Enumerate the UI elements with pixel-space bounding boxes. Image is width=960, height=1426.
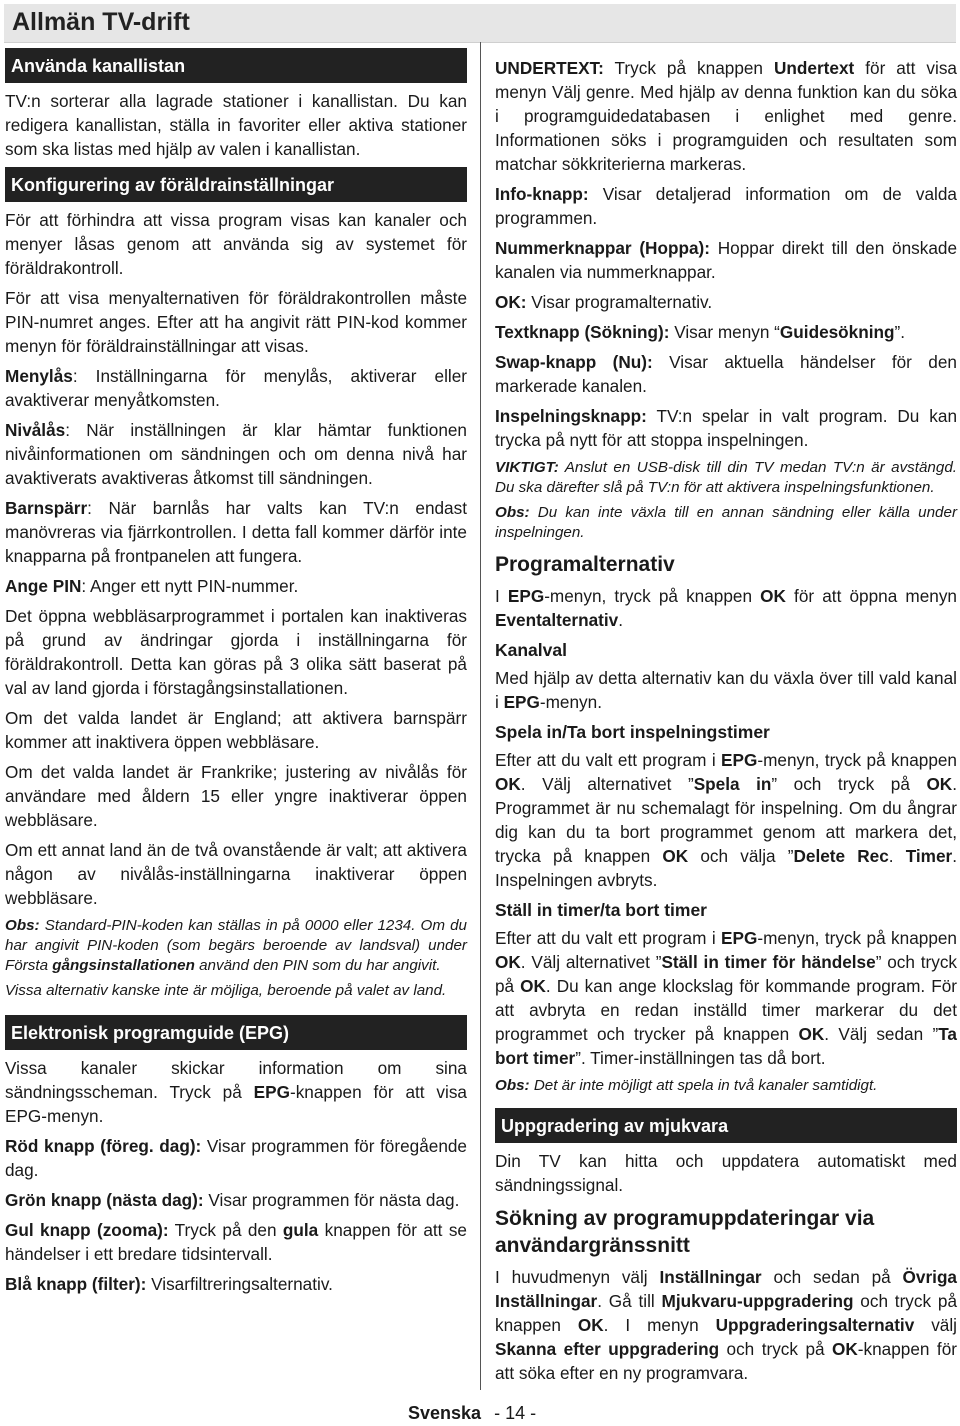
heading-spela-in: Spela in/Ta bort inspelningstimer (495, 722, 770, 742)
definition-text: : När inställningen är klar hämtar funktionen nivåinformationen om sändningen och om denna nivå har avaktiverats avaktiveras åtkomst till sändningen. (5, 420, 467, 488)
text-bold: gula (282, 1220, 319, 1240)
text: Efter att du valt ett program i (495, 750, 722, 770)
term: Grön knapp (nästa dag): (5, 1190, 204, 1210)
definition-text: : Inställningarna för menylås, aktiverar eller avaktiverar menyåtkomsten. (5, 366, 467, 410)
term: UNDERTEXT: (495, 58, 604, 78)
page-footer (408, 1401, 536, 1425)
text-bold: Skanna efter uppgradering (495, 1339, 720, 1359)
page-number: - 14 - (494, 1403, 537, 1423)
text: och tryck på knappen (495, 1291, 957, 1335)
note-viktigt (495, 458, 957, 498)
text: och sedan på (761, 1267, 903, 1287)
paragraph (495, 748, 957, 892)
text: -menyn. (539, 692, 602, 712)
paragraph: Om det valda landet är England; att aktivera barnspärr kommer att inaktivera öppen webbläsare. (5, 708, 467, 752)
term: Barnspärr (5, 498, 88, 518)
text-bold: Guidesökning (779, 322, 895, 342)
text: -menyn, tryck på knappen (757, 928, 957, 948)
paragraph: Det öppna webbläsarprogrammet i portalen kan inaktiveras på grund av ändringar gjorda i inställningarna för föräldrakontroll. Detta kan göras på 3 olika sätt baserat på val av land gjorda i förstagångsinstallationen. (5, 606, 467, 698)
text-bold: OK (495, 774, 521, 794)
note-label: Obs: (5, 917, 40, 934)
definition-text: Hoppar direkt till den önskade kanalen via nummerknappar. (495, 238, 958, 282)
section-heading-kanallistan: Använda kanallistan (5, 48, 467, 83)
term: Inspelningsknapp: (495, 406, 647, 426)
column-divider (480, 42, 481, 1390)
footer-language: Svenska (408, 1403, 482, 1423)
term: Nivålås (5, 420, 66, 440)
text-bold: Ta bort timer (495, 1024, 957, 1068)
text: . Inspelningen avbryts. (495, 846, 957, 890)
definition-gron-knapp (5, 1188, 467, 1212)
note-text: Standard-PIN-koden kan ställas in på 0000 eller 1234. Om du har angivit PIN-koden (som begärs beroende av landsval) under Första (5, 917, 467, 974)
definition-text: knappen för att se händelser i ett bredare tidsintervall. (5, 1220, 467, 1264)
definition-text: Tryck på den (168, 1220, 283, 1240)
text: . Programmet är nu schemalagt för inspelning. Om du ångrar dig kan du ta bort programmet genom att markera det, trycka på knappen (495, 774, 957, 866)
term: Ange PIN (5, 576, 82, 596)
note-text: Du kan inte växla till en annan sändning eller källa under inspelningen. (495, 504, 957, 541)
term: Gul knapp (zooma): (5, 1220, 169, 1240)
definition-text: TV:n spelar in valt program. Du kan trycka på nytt för att stoppa inspelningen. (495, 406, 957, 450)
text-bold: Mjukvaru-uppgradering (661, 1291, 854, 1311)
note-obs-pin (5, 916, 467, 976)
text: . I menyn (603, 1315, 716, 1335)
paragraph: Om ett annat land än de två ovanstående är valt; att aktivera någon av nivålås-inställningarna inaktiverar öppen webbläsare. (5, 840, 467, 908)
definition-text: Visarfiltreringsalternativ. (146, 1274, 333, 1294)
text: . (888, 846, 906, 866)
definition-barnsparr (5, 496, 467, 568)
note-text: Det är inte möjligt att spela in två kanaler samtidigt. (529, 1077, 878, 1094)
text: för att visa menyn Välj genre. Med hjälp av denna funktion kan du söka i programguidedatabasen i enlighet med genre. Informationen söks i programguiden och resultaten som matchar sökkriterierna markeras. (495, 58, 957, 174)
text: -knappen för att söka efter en ny programvara. (495, 1339, 957, 1383)
text: I (495, 586, 508, 606)
note-label: Obs: (495, 504, 530, 521)
heading-programalternativ: Programalternativ (495, 553, 675, 576)
term: OK: (495, 292, 527, 312)
paragraph (495, 666, 957, 714)
note-bold: gångsinstallationen (52, 957, 195, 974)
term: Röd knapp (föreg. dag): (5, 1136, 202, 1156)
definition-text: Visar programalternativ. (526, 292, 713, 312)
definition-info-knapp (495, 182, 957, 230)
text: . Du kan ange klockslag för kommande program. För att avbryta en redan inställd timer markerar du det programmet och trycker på knappen (495, 976, 957, 1044)
page-title: Allmän TV-drift (12, 8, 190, 36)
text: ” och tryck på (495, 952, 958, 996)
text-bold: Undertext (774, 58, 855, 78)
text-bold: OK (662, 846, 689, 866)
paragraph (5, 1056, 467, 1128)
text-bold: OK (577, 1315, 604, 1335)
text-bold: OK (926, 774, 953, 794)
text: . Gå till (597, 1291, 662, 1311)
section-heading-uppgradering: Uppgradering av mjukvara (495, 1108, 957, 1143)
text: välj (914, 1315, 957, 1335)
definition-textknapp (495, 320, 957, 344)
note-text: använd den PIN som du har angivit. (194, 957, 441, 974)
definition-menylas (5, 364, 467, 412)
text: ”. (894, 322, 906, 342)
text: Tryck på knappen (603, 58, 774, 78)
text-bold: Spela in (693, 774, 772, 794)
definition-text: : Anger ett nytt PIN-nummer. (81, 576, 299, 596)
text: -menyn, tryck på knappen (757, 750, 957, 770)
text: ” och tryck på (771, 774, 927, 794)
text-bold: OK (760, 586, 786, 606)
text: ”. Timer-inställningen tas då bort. (575, 1048, 826, 1068)
text-bold: EPG (721, 928, 758, 948)
text-bold: OK (520, 976, 546, 996)
section-heading-foraldrainstallningar: Konfigurering av föräldrainställningar (5, 167, 467, 202)
paragraph: Om det valda landet är Frankrike; justering av nivålås för användare med åldern 15 eller yngre inaktiverar öppen webbläsare. (5, 762, 467, 830)
text: -knappen för att visa EPG-menyn. (5, 1082, 467, 1126)
definition-text: Visar programmen för nästa dag. (203, 1190, 460, 1210)
text: I huvudmenyn välj (495, 1267, 660, 1287)
paragraph (495, 926, 957, 1070)
note-label: VIKTIGT: (495, 459, 559, 476)
section-heading-epg: Elektronisk programguide (EPG) (5, 1015, 467, 1050)
text: Efter att du valt ett program i (495, 928, 722, 948)
term: Textknapp (Sökning): (495, 322, 670, 342)
definition-inspelningsknapp (495, 404, 957, 452)
definition-swap-knapp (495, 350, 957, 398)
note-vissa: Vissa alternativ kanske inte är möjliga, beroende på valet av land. (5, 982, 447, 999)
text-bold: Eventalternativ (495, 610, 619, 630)
paragraph: För att visa menyalternativen för föräldrakontrollen måste PIN-numret anges. Efter att ha angivit rätt PIN-kod kommer menyn för föräldrainställningar att visas. (5, 288, 467, 356)
paragraph (495, 1265, 957, 1385)
heading-kanalval: Kanalval (495, 640, 567, 660)
text: . Välj alternativet ” (520, 952, 662, 972)
term: Swap-knapp (Nu): (495, 352, 653, 372)
text-bold: EPG (721, 750, 758, 770)
heading-timer: Ställ in timer/ta bort timer (495, 900, 707, 920)
text-bold: Övriga Inställningar (495, 1267, 957, 1311)
text: Visar menyn “ (669, 322, 780, 342)
term: Info-knapp: (495, 184, 589, 204)
definition-nummerknappar (495, 236, 957, 284)
definition-gul-knapp (5, 1218, 467, 1266)
definition-text: Visar aktuella händelser för den markerade kanalen. (495, 352, 957, 396)
note-label: Obs: (495, 1077, 530, 1094)
text: -menyn, tryck på knappen (544, 586, 761, 606)
text: . Välj sedan ” (824, 1024, 939, 1044)
text-bold: Ställ in timer för händelse (661, 952, 876, 972)
text-bold: OK (495, 952, 521, 972)
right-column (495, 56, 957, 1391)
text-bold: OK (832, 1339, 858, 1359)
text-bold: EPG (503, 692, 540, 712)
text: Vissa kanaler skickar information om sina sändningsscheman. Tryck på (5, 1058, 467, 1102)
paragraph: TV:n sorterar alla lagrade stationer i kanallistan. Du kan redigera kanallistan, ställa in favoriter eller aktiva stationer som ska listas med hjälp av valen i kanallistan. (5, 91, 467, 159)
term: Blå knapp (filter): (5, 1274, 147, 1294)
definition-nivalas (5, 418, 467, 490)
paragraph: För att förhindra att vissa program visas kan kanaler och menyer låsas genom att använda sig av systemet för föräldrakontroll. (5, 210, 467, 278)
text: . Välj alternativet ” (520, 774, 694, 794)
definition-bla-knapp (5, 1272, 467, 1296)
text-bold: Timer (905, 846, 953, 866)
left-column (5, 48, 467, 1302)
text-bold: EPG (507, 586, 545, 606)
paragraph: Din TV kan hitta och uppdatera automatiskt med sändningssignal. (495, 1151, 957, 1195)
text-bold: Uppgraderingsalternativ (715, 1315, 915, 1335)
text: och välja ” (688, 846, 794, 866)
paragraph (495, 584, 957, 632)
term: Nummerknappar (Hoppa): (495, 238, 710, 258)
note-obs-inspelning (495, 503, 957, 543)
text: . (618, 610, 624, 630)
text-bold: Delete Rec (793, 846, 889, 866)
definition-text: : När barnlås har valts kan TV:n endast manövreras via fjärrkontrollen. I detta fall kommer därför inte knapparna på frontpanelen att fungera. (5, 498, 467, 566)
text: och tryck på (719, 1339, 833, 1359)
text: Med hjälp av detta alternativ kan du växla över till vald kanal i (495, 668, 957, 712)
heading-sokning-uppdateringar: Sökning av programuppdateringar via användargränssnitt (495, 1207, 875, 1257)
note-obs-tva-kanaler (495, 1076, 957, 1096)
note-text: Anslut en USB-disk till din TV medan TV:n är avstängd. Du ska därefter slå på TV:n för att aktivera inspelningsfunktionen. (495, 459, 957, 496)
text-bold: OK (798, 1024, 825, 1044)
definition-rod-knapp (5, 1134, 467, 1182)
definition-ok (495, 290, 957, 314)
text-bold: EPG (253, 1082, 290, 1102)
term: Menylås (5, 366, 73, 386)
definition-text: Visar programmen för föregående dag. (5, 1136, 467, 1180)
definition-ange-pin (5, 574, 467, 598)
definition-undertext (495, 56, 957, 176)
text: för att öppna menyn (785, 586, 957, 606)
definition-text: Visar detaljerad information om de valda programmen. (495, 184, 957, 228)
text-bold: Inställningar (659, 1267, 762, 1287)
page-title-bar (4, 4, 956, 43)
